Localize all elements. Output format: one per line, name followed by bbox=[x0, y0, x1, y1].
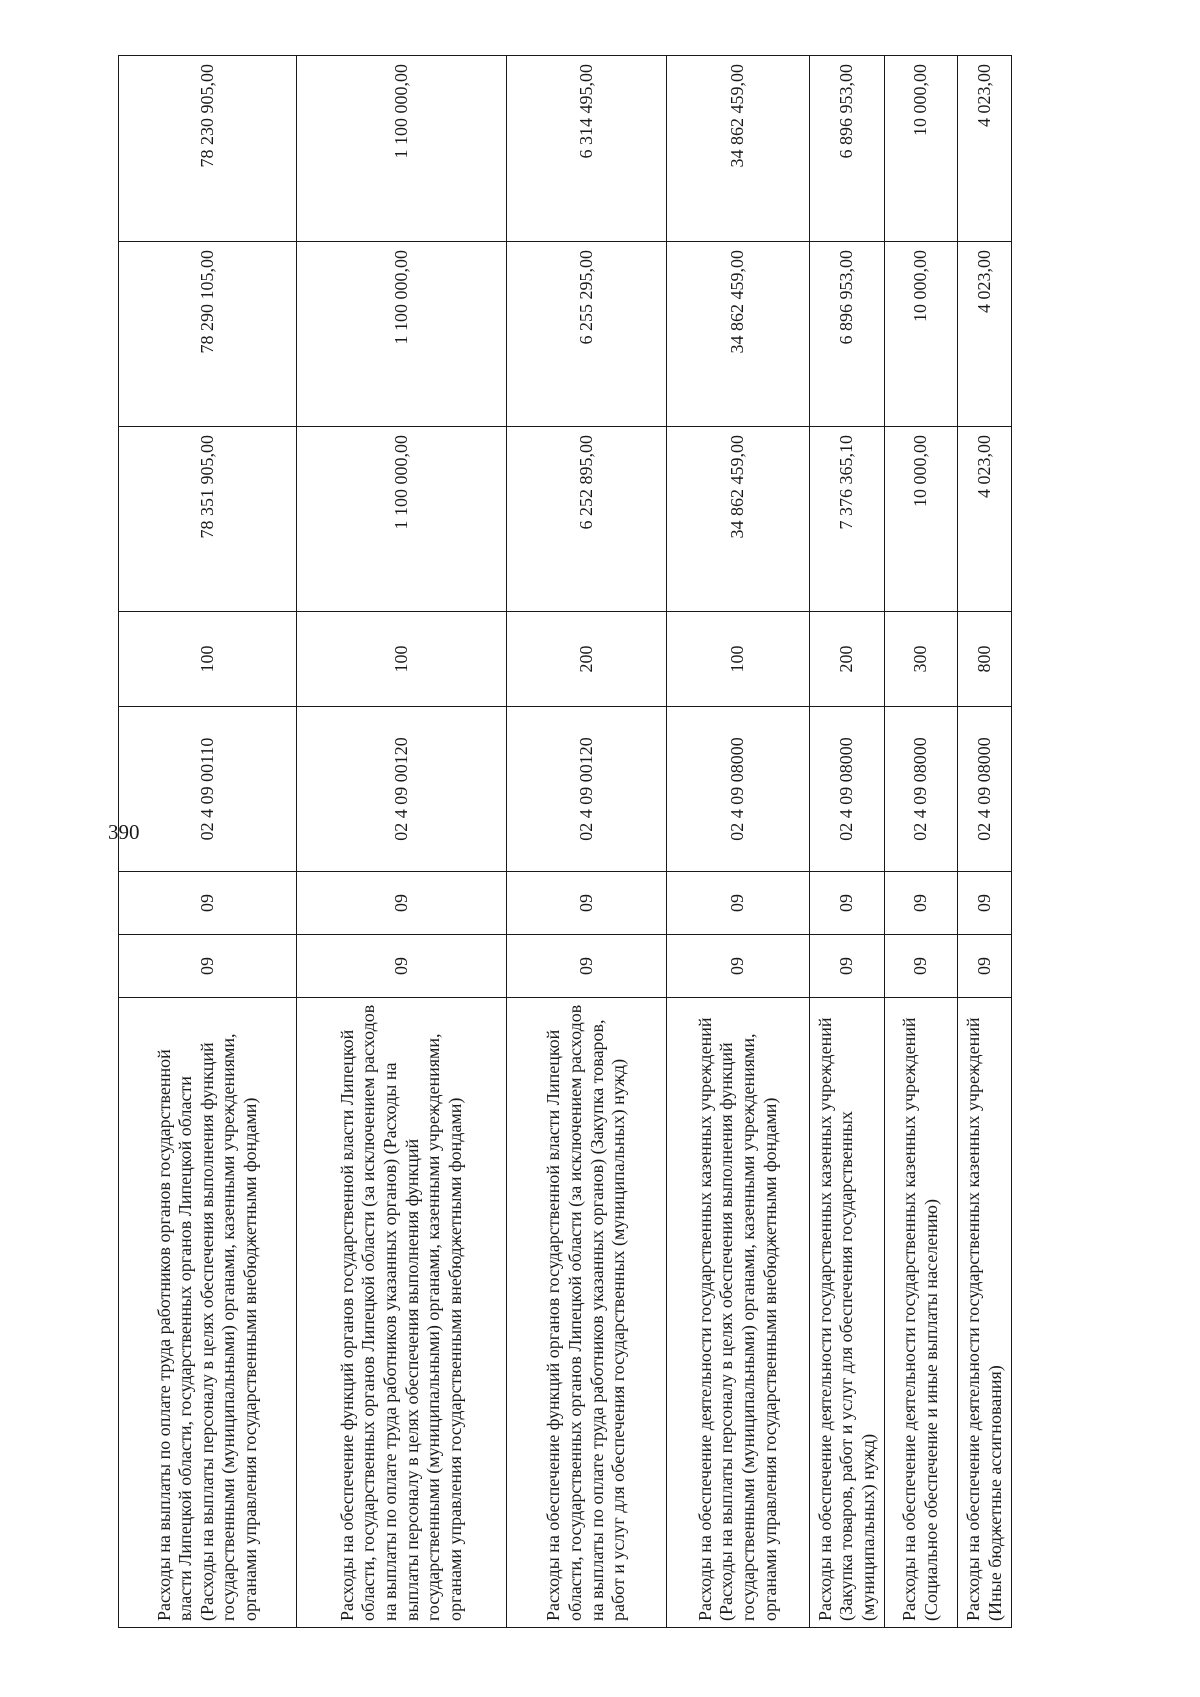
table-row bbox=[297, 56, 507, 1628]
section-code: 09 bbox=[885, 935, 958, 998]
table-row bbox=[810, 56, 885, 1628]
amount-1: 7 376 365,10 bbox=[810, 427, 885, 612]
target-article-code: 02 4 09 00110 bbox=[119, 707, 297, 872]
row-description: Расходы на обеспечение функций органов государственной власти Липецкой области, государственных органов Липецкой области (за исключением расходов на выплаты по оплате труда работников указанных органов) (Закупка товаров, работ и услуг для обеспечения государственных (муниципальных) нужд) bbox=[507, 998, 667, 1628]
expense-type-code: 200 bbox=[810, 612, 885, 707]
amount-3: 34 862 459,00 bbox=[667, 56, 810, 242]
target-article-code: 02 4 09 08000 bbox=[810, 707, 885, 872]
row-description: Расходы на обеспечение деятельности государственных казенных учреждений (Социальное обеспечение и иные выплаты населению) bbox=[885, 998, 958, 1628]
row-description: Расходы на обеспечение деятельности государственных казенных учреждений (Закупка товаров, работ и услуг для обеспечения государственных (муниципальных) нужд) bbox=[810, 998, 885, 1628]
amount-2: 78 290 105,00 bbox=[119, 242, 297, 427]
table-row bbox=[958, 56, 1012, 1628]
amount-1: 4 023,00 bbox=[958, 427, 1012, 612]
table-row bbox=[885, 56, 958, 1628]
amount-3: 6 314 495,00 bbox=[507, 56, 667, 242]
subsection-code: 09 bbox=[958, 872, 1012, 935]
page-number: 390 bbox=[108, 820, 140, 844]
amount-3: 78 230 905,00 bbox=[119, 56, 297, 242]
subsection-code: 09 bbox=[667, 872, 810, 935]
target-article-code: 02 4 09 08000 bbox=[885, 707, 958, 872]
amount-3: 4 023,00 bbox=[958, 56, 1012, 242]
rotated-table-wrapper bbox=[118, 56, 1088, 1628]
table-row bbox=[119, 56, 297, 1628]
section-code: 09 bbox=[667, 935, 810, 998]
target-article-code: 02 4 09 08000 bbox=[958, 707, 1012, 872]
expense-type-code: 200 bbox=[507, 612, 667, 707]
subsection-code: 09 bbox=[885, 872, 958, 935]
expense-type-code: 100 bbox=[667, 612, 810, 707]
section-code: 09 bbox=[119, 935, 297, 998]
amount-2: 1 100 000,00 bbox=[297, 242, 507, 427]
section-code: 09 bbox=[297, 935, 507, 998]
table-row bbox=[667, 56, 810, 1628]
amount-3: 10 000,00 bbox=[885, 56, 958, 242]
amount-1: 1 100 000,00 bbox=[297, 427, 507, 612]
amount-3: 1 100 000,00 bbox=[297, 56, 507, 242]
expense-type-code: 800 bbox=[958, 612, 1012, 707]
amount-2: 4 023,00 bbox=[958, 242, 1012, 427]
table-row bbox=[507, 56, 667, 1628]
expense-type-code: 100 bbox=[297, 612, 507, 707]
amount-1: 6 252 895,00 bbox=[507, 427, 667, 612]
expense-type-code: 300 bbox=[885, 612, 958, 707]
subsection-code: 09 bbox=[297, 872, 507, 935]
target-article-code: 02 4 09 08000 bbox=[667, 707, 810, 872]
row-description: Расходы на обеспечение функций органов государственной власти Липецкой области, государственных органов Липецкой области (за исключением расходов на выплаты по оплате труда работников указанных органов) (Расходы на выплаты персоналу в целях обеспечения выполнения функций государственными (муниципальными) органами, казенными учреждениями, органами управления государственными внебюджетными фондами) bbox=[297, 998, 507, 1628]
amount-3: 6 896 953,00 bbox=[810, 56, 885, 242]
row-description: Расходы на обеспечение деятельности государственных казенных учреждений (Иные бюджетные ассигнования) bbox=[958, 998, 1012, 1628]
amount-2: 6 896 953,00 bbox=[810, 242, 885, 427]
amount-1: 10 000,00 bbox=[885, 427, 958, 612]
subsection-code: 09 bbox=[810, 872, 885, 935]
amount-1: 34 862 459,00 bbox=[667, 427, 810, 612]
subsection-code: 09 bbox=[119, 872, 297, 935]
section-code: 09 bbox=[507, 935, 667, 998]
amount-2: 10 000,00 bbox=[885, 242, 958, 427]
amount-1: 78 351 905,00 bbox=[119, 427, 297, 612]
expense-type-code: 100 bbox=[119, 612, 297, 707]
target-article-code: 02 4 09 00120 bbox=[297, 707, 507, 872]
row-description: Расходы на обеспечение деятельности государственных казенных учреждений (Расходы на выплаты персоналу в целях обеспечения выполнения функций государственными (муниципальными) органами, казенными учреждениями, органами управления государственными внебюджетными фондами) bbox=[667, 998, 810, 1628]
row-description: Расходы на выплаты по оплате труда работников органов государственной власти Липецкой области, государственных органов Липецкой области (Расходы на выплаты персоналу в целях обеспечения выполнения функций государственными (муниципальными) органами, казенными учреждениями, органами управления государственными внебюджетными фондами) bbox=[119, 998, 297, 1628]
section-code: 09 bbox=[958, 935, 1012, 998]
target-article-code: 02 4 09 00120 bbox=[507, 707, 667, 872]
amount-2: 34 862 459,00 bbox=[667, 242, 810, 427]
amount-2: 6 255 295,00 bbox=[507, 242, 667, 427]
budget-table bbox=[118, 55, 1012, 1628]
subsection-code: 09 bbox=[507, 872, 667, 935]
section-code: 09 bbox=[810, 935, 885, 998]
